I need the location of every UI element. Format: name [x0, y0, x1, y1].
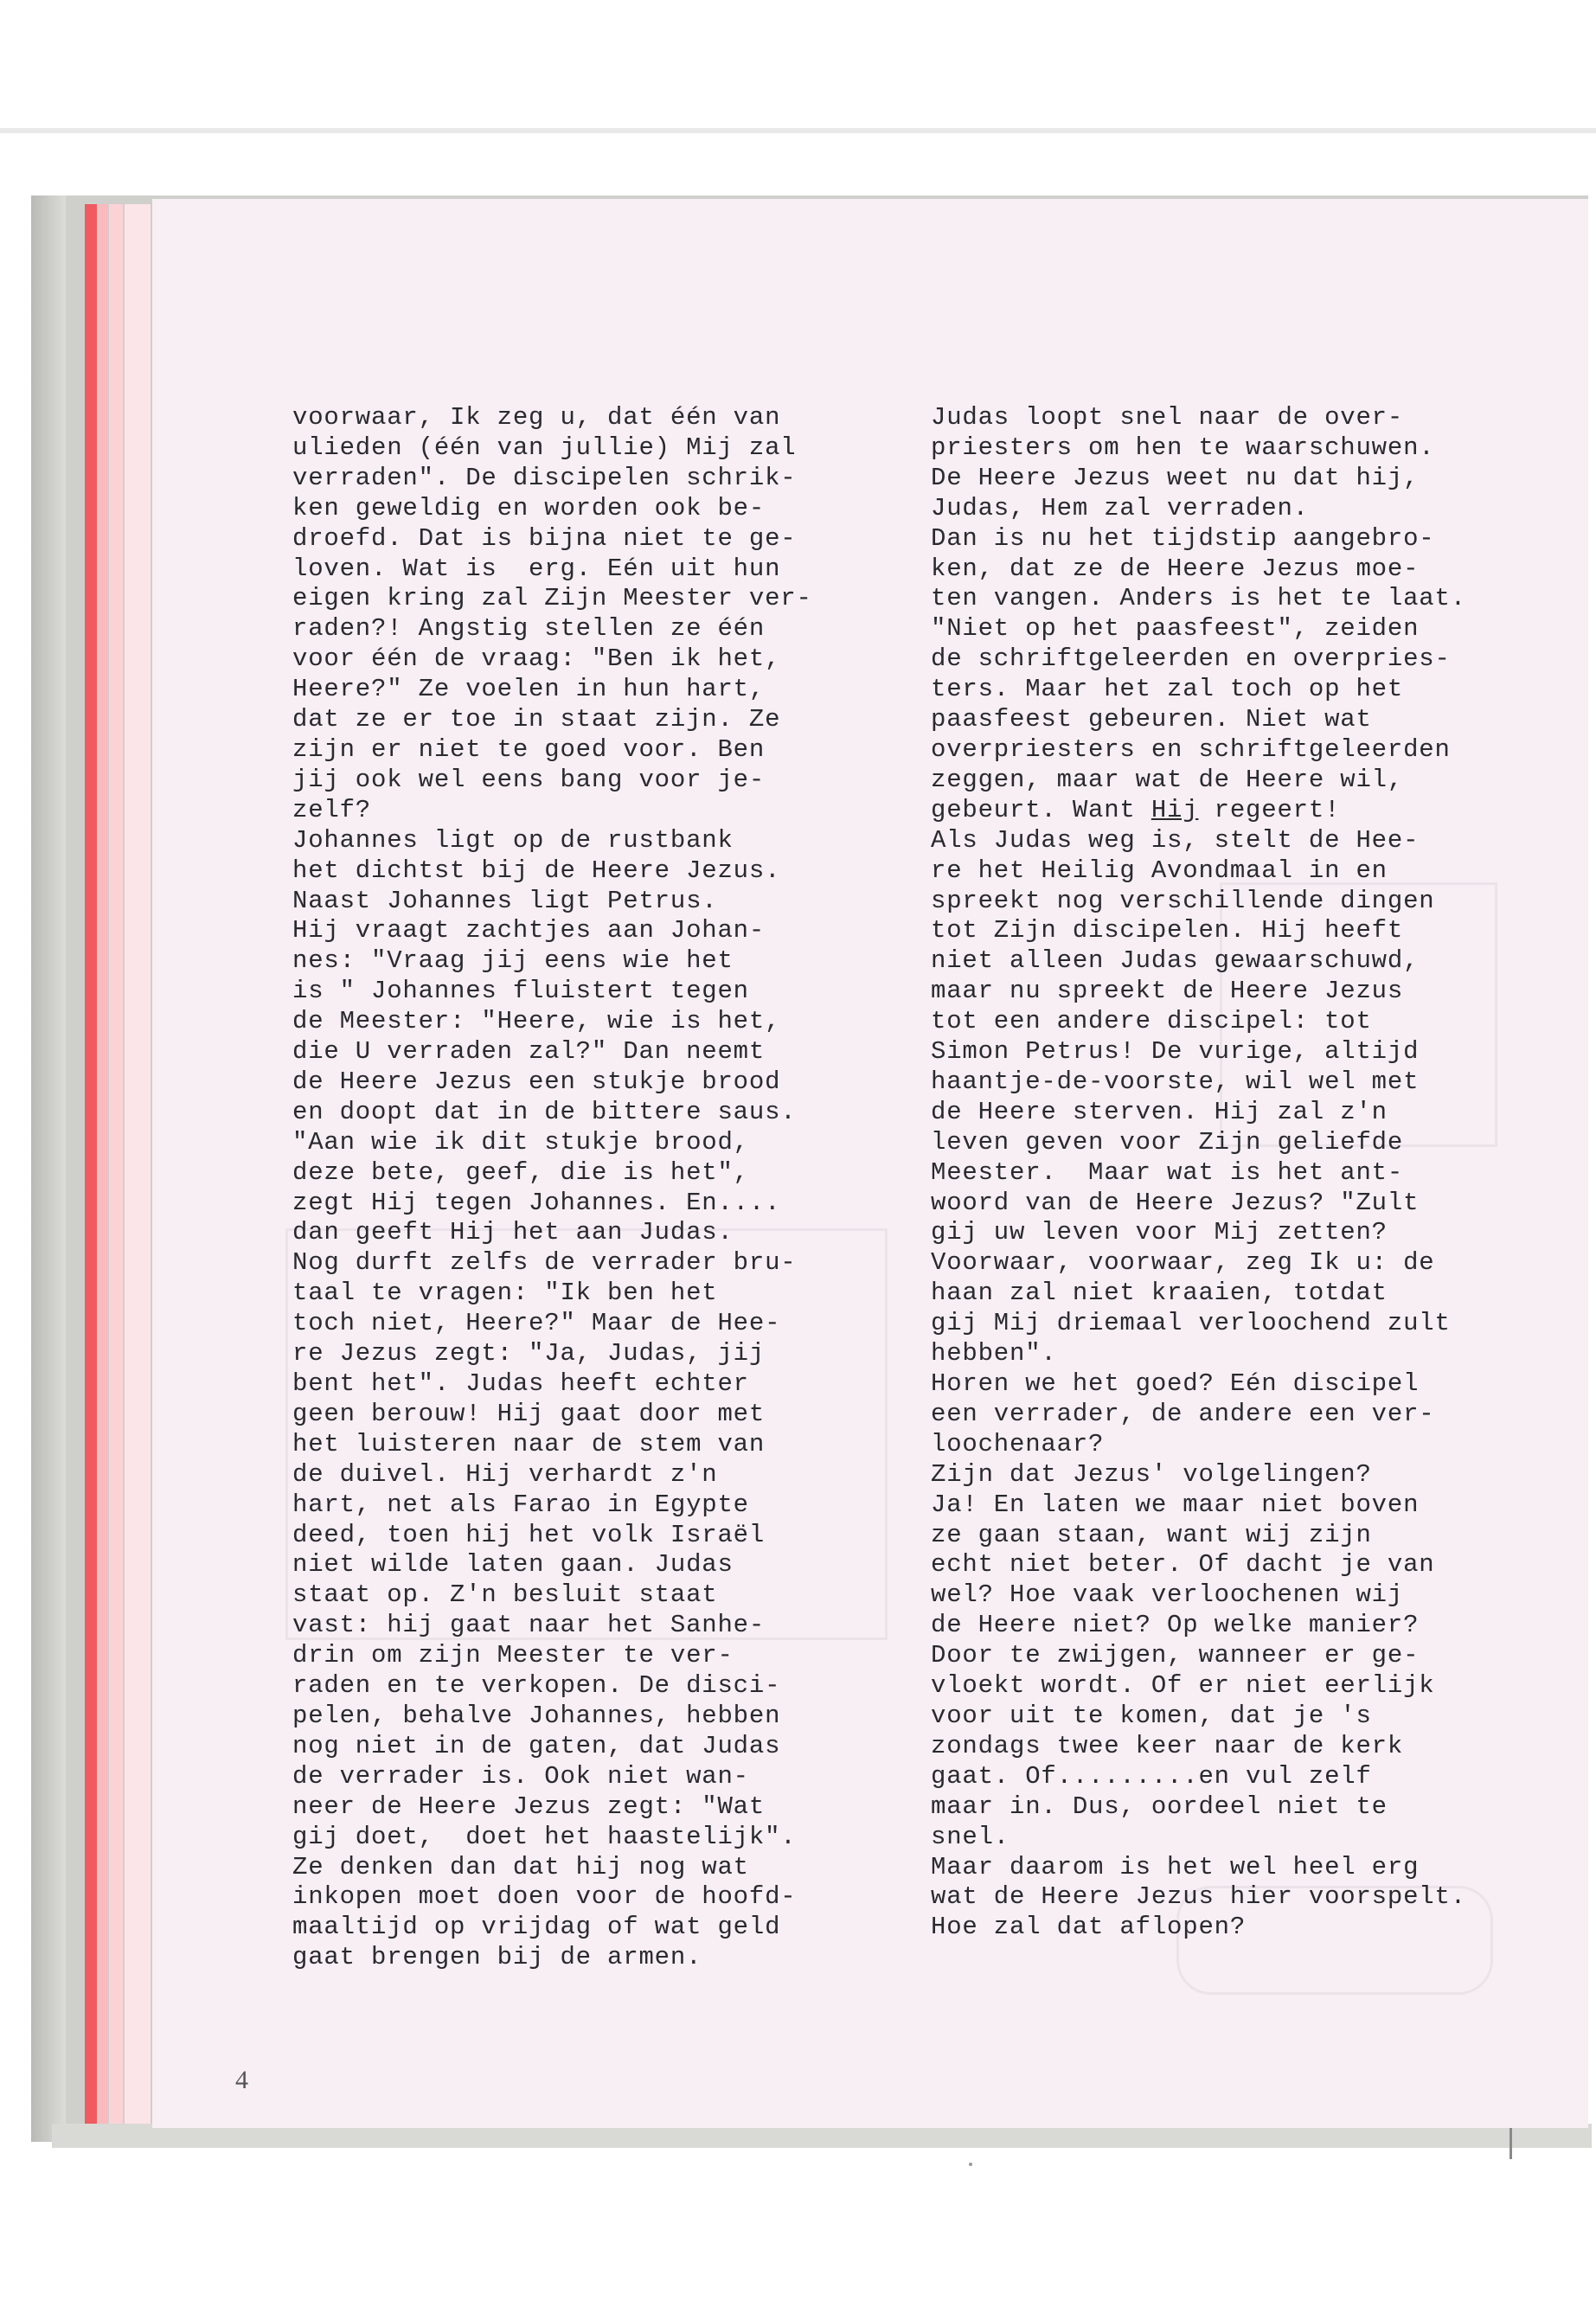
text-line: deed, toen hij het volk Israël: [292, 1520, 766, 1549]
text-line: Zijn dat Jezus' volgelingen?: [931, 1459, 1372, 1489]
scan-background: [0, 0, 1596, 130]
text-line: Door te zwijgen, wanneer er ge-: [931, 1641, 1420, 1670]
text-line: Meester. Maar wat is het ant-: [931, 1157, 1404, 1187]
underlined-word: Hij: [1151, 795, 1199, 824]
text-line: Dan is nu het tijdstip aangebro-: [931, 523, 1435, 553]
text-line: hart, net als Farao in Egypte: [292, 1490, 749, 1519]
text-line: Maar daarom is het wel heel erg: [931, 1852, 1420, 1881]
text-line: zegt Hij tegen Johannes. En....: [292, 1188, 781, 1217]
text-line: Johannes ligt op de rustbank: [292, 825, 734, 855]
book-spine: [31, 195, 66, 2142]
text-line: Judas loopt snel naar de over-: [931, 403, 1404, 432]
text-line: niet wilde laten gaan. Judas: [292, 1550, 734, 1580]
text-line: echt niet beter. Of dacht je van: [931, 1550, 1435, 1580]
scan-speck: [1509, 2128, 1512, 2159]
text-line: nog niet in de gaten, dat Judas: [292, 1731, 781, 1760]
text-line: re het Heilig Avondmaal in en: [931, 856, 1388, 885]
text-line: de Heere sterven. Hij zal z'n: [931, 1097, 1388, 1126]
text-line: ken, dat ze de Heere Jezus moe-: [931, 554, 1420, 583]
text-line: Simon Petrus! De vurige, altijd: [931, 1037, 1420, 1067]
text-line: neer de Heere Jezus zegt: "Wat: [292, 1791, 766, 1821]
text-line: Ja! En laten we maar niet boven: [931, 1490, 1420, 1519]
text-line: vloekt wordt. Of er niet eerlijk: [931, 1671, 1435, 1701]
text-line: en doopt dat in de bittere saus.: [292, 1097, 797, 1126]
text-line: drin om zijn Meester te ver-: [292, 1641, 734, 1670]
text-line: woord van de Heere Jezus? "Zult: [931, 1188, 1420, 1217]
text-line: "Niet op het paasfeest", zeiden: [931, 614, 1420, 644]
text-line: spreekt nog verschillende dingen: [931, 886, 1435, 915]
text-line: De Heere Jezus weet nu dat hij,: [931, 463, 1420, 492]
text-line: verraden". De discipelen schrik-: [292, 463, 797, 492]
text-line: droefd. Dat is bijna niet te ge-: [292, 523, 797, 553]
text-line: Als Judas weg is, stelt de Hee-: [931, 825, 1420, 855]
text-line: ten vangen. Anders is het te laat.: [931, 584, 1466, 613]
text-line: gaat. Of.........en vul zelf: [931, 1761, 1372, 1791]
text-line: ken geweldig en worden ook be-: [292, 493, 766, 522]
text-line: het luisteren naar de stem van: [292, 1429, 766, 1458]
text-line: niet alleen Judas gewaarschuwd,: [931, 946, 1420, 976]
text-line: loven. Wat is erg. Eén uit hun: [292, 554, 781, 583]
text-line: staat op. Z'n besluit staat: [292, 1580, 718, 1610]
scan-edge-line: [0, 128, 1596, 133]
text-line: een verrader, de andere een ver-: [931, 1399, 1435, 1428]
text-line: ters. Maar het zal toch op het: [931, 675, 1404, 704]
text-line: Hij vraagt zachtjes aan Johan-: [292, 916, 766, 945]
text-line: gij Mij driemaal verloochend zult: [931, 1309, 1451, 1338]
text-line: zelf?: [292, 795, 372, 824]
text-line: geen berouw! Hij gaat door met: [292, 1399, 766, 1428]
text-line: de Meester: "Heere, wie is het,: [292, 1007, 781, 1036]
text-line: gij doet, doet het haastelijk".: [292, 1822, 797, 1851]
scan-speck: [969, 2163, 972, 2166]
text-line: Horen we het goed? Eén discipel: [931, 1369, 1420, 1398]
text-line: maaltijd op vrijdag of wat geld: [292, 1913, 781, 1942]
left-column: [292, 403, 889, 1973]
text-line: taal te vragen: "Ik ben het: [292, 1279, 718, 1308]
text-line: eigen kring zal Zijn Meester ver-: [292, 584, 812, 613]
text-line: tot Zijn discipelen. Hij heeft: [931, 916, 1404, 945]
text-line: "Aan wie ik dit stukje brood,: [292, 1127, 749, 1157]
text-line: voor één de vraag: "Ben ik het,: [292, 644, 781, 674]
text-line: leven geven voor Zijn geliefde: [931, 1127, 1404, 1157]
text-line: Judas, Hem zal verraden.: [931, 493, 1309, 522]
text-line: bent het". Judas heeft echter: [292, 1369, 749, 1398]
text-line: overpriesters en schriftgeleerden: [931, 734, 1451, 764]
text-line: maar nu spreekt de Heere Jezus: [931, 977, 1404, 1006]
text-line: haantje-de-voorste, wil wel met: [931, 1067, 1420, 1096]
text-line: Ze denken dan dat hij nog wat: [292, 1852, 749, 1881]
text-line: het dichtst bij de Heere Jezus.: [292, 856, 781, 885]
text-line: zijn er niet te goed voor. Ben: [292, 734, 766, 764]
text-line: dan geeft Hij het aan Judas.: [292, 1218, 734, 1247]
text-line: de verrader is. Ook niet wan-: [292, 1761, 749, 1791]
text-line: gaat brengen bij de armen.: [292, 1943, 702, 1972]
text-line: paasfeest gebeuren. Niet wat: [931, 705, 1372, 734]
text-line: ulieden (één van jullie) Mij zal: [292, 433, 797, 462]
text-line: raden?! Angstig stellen ze één: [292, 614, 766, 644]
text-line: nes: "Vraag jij eens wie het: [292, 946, 734, 976]
text-line: zeggen, maar wat de Heere wil,: [931, 765, 1404, 794]
text-line: voorwaar, Ik zeg u, dat één van: [292, 403, 781, 432]
text-line: maar in. Dus, oordeel niet te: [931, 1791, 1388, 1821]
text-line: Nog durft zelfs de verrader bru-: [292, 1248, 797, 1278]
text-line: de Heere niet? Op welke manier?: [931, 1611, 1420, 1640]
text-line: de schriftgeleerden en overpries-: [931, 644, 1451, 674]
text-line: gij uw leven voor Mij zetten?: [931, 1218, 1388, 1247]
text-line: pelen, behalve Johannes, hebben: [292, 1701, 781, 1730]
text-line: jij ook wel eens bang voor je-: [292, 765, 766, 794]
text-line: deze bete, geef, die is het",: [292, 1157, 749, 1187]
text-line: haan zal niet kraaien, totdat: [931, 1279, 1388, 1308]
page-edge: [125, 204, 151, 2133]
text-line: de Heere Jezus een stukje brood: [292, 1067, 781, 1096]
text-line: hebben".: [931, 1339, 1057, 1368]
text-line: de duivel. Hij verhardt z'n: [292, 1459, 718, 1489]
page-edge: [109, 204, 123, 2133]
text-line: toch niet, Heere?" Maar de Hee-: [292, 1309, 781, 1338]
page-edge: [99, 204, 107, 2133]
text-line: dat ze er toe in staat zijn. Ze: [292, 705, 781, 734]
text-line: re Jezus zegt: "Ja, Judas, jij: [292, 1339, 766, 1368]
text-line: voor uit te komen, dat je 's: [931, 1701, 1372, 1730]
text-line: die U verraden zal?" Dan neemt: [292, 1037, 766, 1067]
text-line: ze gaan staan, want wij zijn: [931, 1520, 1372, 1549]
text-line: Voorwaar, voorwaar, zeg Ik u: de: [931, 1248, 1435, 1278]
text-line: tot een andere discipel: tot: [931, 1007, 1372, 1036]
text-line: inkopen moet doen voor de hoofd-: [292, 1882, 797, 1912]
text-line: priesters om hen te waarschuwen.: [931, 433, 1435, 462]
page-edge-red: [85, 204, 97, 2133]
text-line: Naast Johannes ligt Petrus.: [292, 886, 718, 915]
text-line: vast: hij gaat naar het Sanhe-: [292, 1611, 766, 1640]
text-line: loochenaar?: [931, 1429, 1105, 1458]
right-column: [931, 403, 1554, 1943]
text-line: zondags twee keer naar de kerk: [931, 1731, 1404, 1760]
page-number: 4: [235, 2066, 248, 2094]
text-line: wat de Heere Jezus hier voorspelt.: [931, 1882, 1466, 1912]
text-line: raden en te verkopen. De disci-: [292, 1671, 781, 1701]
text-line: gebeurt. Want Hij regeert!: [931, 795, 1341, 824]
text-line: snel.: [931, 1822, 1010, 1851]
text-line: Heere?" Ze voelen in hun hart,: [292, 675, 766, 704]
text-line: wel? Hoe vaak verloochenen wij: [931, 1580, 1404, 1610]
text-line: is " Johannes fluistert tegen: [292, 977, 749, 1006]
text-line: Hoe zal dat aflopen?: [931, 1913, 1247, 1942]
